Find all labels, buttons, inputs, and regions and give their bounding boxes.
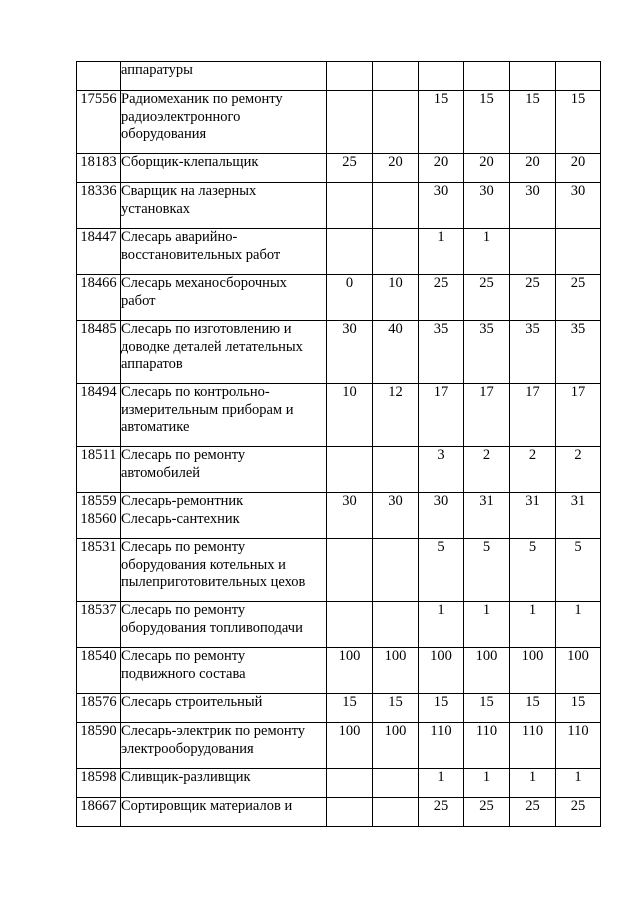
profession-code: 18537 [80, 602, 117, 618]
value-cell [327, 798, 373, 827]
profession-name-line: Сортировщик материалов и [121, 798, 293, 814]
table-row [77, 62, 601, 91]
value-cell [510, 229, 556, 275]
profession-code: 18576 [80, 694, 117, 710]
table-row [77, 723, 601, 769]
profession-name-line: Слесарь аварийно- [121, 229, 238, 245]
profession-name-cell [121, 602, 327, 648]
value-cell [373, 62, 419, 91]
value-cell: 25 [419, 798, 464, 827]
profession-code: 18183 [80, 154, 117, 170]
value-cell: 20 [373, 154, 419, 183]
profession-name-line: подвижного состава [121, 665, 246, 682]
table-row [77, 275, 601, 321]
value-cell [327, 769, 373, 798]
profession-name-line: Слесарь по контрольно- [121, 384, 270, 400]
value-cell [464, 62, 510, 91]
value-cell: 20 [556, 154, 601, 183]
value-cell: 0 [327, 275, 373, 321]
profession-name-cell [121, 321, 327, 384]
profession-name-line: аппаратов [121, 356, 183, 372]
value-cell: 40 [373, 321, 419, 384]
table-row [77, 539, 601, 602]
value-cell: 100 [419, 648, 464, 694]
value-cell: 17 [419, 384, 464, 447]
profession-code-cell [77, 694, 121, 723]
profession-name-line: оборудования [121, 126, 207, 142]
profession-name-line: автомобилей [121, 464, 201, 481]
profession-code-cell [77, 447, 121, 493]
table-row [77, 91, 601, 154]
profession-name-line: работ [121, 292, 156, 309]
value-cell: 10 [327, 384, 373, 447]
value-cell [373, 769, 419, 798]
value-cell: 30 [556, 183, 601, 229]
value-cell: 25 [419, 275, 464, 321]
profession-name-line: автоматике [121, 419, 190, 435]
value-cell: 1 [419, 769, 464, 798]
table-row [77, 384, 601, 447]
profession-name-cell [121, 154, 327, 183]
profession-code-cell [77, 321, 121, 384]
profession-code-cell [77, 229, 121, 275]
profession-name-line: аппаратуры [121, 62, 193, 78]
profession-code: 18485 [80, 321, 117, 337]
profession-name-line: оборудования топливоподачи [121, 619, 303, 636]
value-cell: 31 [556, 493, 601, 539]
value-cell: 31 [464, 493, 510, 539]
profession-code-cell [77, 91, 121, 154]
profession-code-cell [77, 62, 121, 91]
value-cell: 15 [556, 694, 601, 723]
table-row [77, 602, 601, 648]
value-cell: 100 [556, 648, 601, 694]
value-cell: 25 [510, 275, 556, 321]
profession-name-cell [121, 183, 327, 229]
value-cell: 110 [464, 723, 510, 769]
profession-code-cell [77, 769, 121, 798]
value-cell [373, 539, 419, 602]
value-cell: 35 [556, 321, 601, 384]
profession-name-cell [121, 62, 327, 91]
profession-name-line: Радиомеханик по ремонту [121, 91, 283, 107]
value-cell: 100 [373, 648, 419, 694]
profession-name-cell [121, 91, 327, 154]
value-cell: 25 [556, 798, 601, 827]
profession-name-cell [121, 493, 327, 539]
value-cell: 15 [419, 91, 464, 154]
value-cell [373, 602, 419, 648]
value-cell: 110 [419, 723, 464, 769]
value-cell [373, 798, 419, 827]
value-cell [373, 91, 419, 154]
value-cell [373, 183, 419, 229]
value-cell: 15 [373, 694, 419, 723]
profession-name-line: пылеприготовительных цехов [121, 574, 306, 590]
table-row [77, 183, 601, 229]
profession-name-line: установках [121, 200, 191, 217]
profession-code-cell [77, 602, 121, 648]
value-cell [327, 91, 373, 154]
value-cell: 31 [510, 493, 556, 539]
value-cell: 1 [510, 602, 556, 648]
profession-name-line: Сварщик на лазерных [121, 183, 257, 199]
table-row [77, 321, 601, 384]
value-cell: 20 [419, 154, 464, 183]
value-cell [373, 447, 419, 493]
value-cell: 3 [419, 447, 464, 493]
value-cell: 15 [464, 694, 510, 723]
profession-name-line: Слесарь по ремонту [121, 539, 246, 555]
profession-code: 18447 [80, 229, 117, 245]
value-cell: 5 [419, 539, 464, 602]
value-cell: 15 [464, 91, 510, 154]
profession-name-cell [121, 384, 327, 447]
profession-code: 18466 [80, 275, 117, 291]
value-cell: 2 [464, 447, 510, 493]
value-cell: 35 [464, 321, 510, 384]
professions-table [76, 61, 601, 827]
profession-name-cell [121, 229, 327, 275]
profession-code-cell [77, 539, 121, 602]
table-row [77, 154, 601, 183]
value-cell: 30 [373, 493, 419, 539]
value-cell: 15 [327, 694, 373, 723]
profession-code: 18531 [80, 539, 117, 555]
profession-name-line: Сливщик-разливщик [121, 769, 251, 785]
profession-code: 17556 [80, 91, 117, 107]
value-cell [556, 229, 601, 275]
profession-name-line: Слесарь по ремонту [121, 602, 246, 618]
profession-name-cell [121, 539, 327, 602]
profession-code: 18494 [80, 384, 117, 400]
table-body [77, 62, 601, 827]
value-cell: 1 [556, 769, 601, 798]
value-cell: 25 [510, 798, 556, 827]
value-cell: 1 [419, 229, 464, 275]
profession-code: 18598 [80, 769, 117, 785]
value-cell: 20 [464, 154, 510, 183]
value-cell [419, 62, 464, 91]
value-cell: 15 [419, 694, 464, 723]
value-cell: 1 [464, 229, 510, 275]
value-cell [327, 447, 373, 493]
value-cell: 110 [510, 723, 556, 769]
value-cell: 25 [464, 798, 510, 827]
profession-code-cell [77, 648, 121, 694]
table-row [77, 769, 601, 798]
profession-code: 18667 [80, 798, 117, 814]
value-cell: 12 [373, 384, 419, 447]
profession-name-line: доводке деталей летательных [121, 338, 303, 355]
profession-code: 18511 [80, 447, 117, 463]
profession-name-line: радиоэлектронного [121, 108, 241, 125]
profession-code: 18336 [80, 183, 117, 199]
profession-name-line: Слесарь по изготовлению и [121, 321, 292, 337]
profession-name-line: Слесарь-ремонтник [121, 493, 244, 509]
value-cell [556, 62, 601, 91]
profession-code-cell [77, 493, 121, 539]
profession-name-cell [121, 723, 327, 769]
profession-name-line: Сборщик-клепальщик [121, 154, 259, 170]
value-cell: 15 [510, 91, 556, 154]
profession-code-cell [77, 723, 121, 769]
value-cell: 15 [510, 694, 556, 723]
value-cell: 1 [464, 769, 510, 798]
value-cell: 20 [510, 154, 556, 183]
value-cell: 1 [464, 602, 510, 648]
value-cell: 17 [464, 384, 510, 447]
value-cell: 15 [556, 91, 601, 154]
value-cell: 30 [419, 183, 464, 229]
value-cell: 30 [327, 321, 373, 384]
value-cell: 100 [327, 648, 373, 694]
value-cell: 5 [556, 539, 601, 602]
table-row [77, 493, 601, 539]
profession-name-line: Слесарь-электрик по ремонту [121, 723, 306, 739]
table-row [77, 648, 601, 694]
profession-name-cell [121, 447, 327, 493]
table-row [77, 447, 601, 493]
value-cell [327, 602, 373, 648]
profession-code: 18590 [80, 723, 117, 739]
value-cell: 100 [510, 648, 556, 694]
profession-name-line: электрооборудования [121, 740, 254, 757]
profession-name-cell [121, 798, 327, 827]
value-cell: 25 [556, 275, 601, 321]
value-cell: 110 [556, 723, 601, 769]
profession-name-line: Слесарь по ремонту [121, 447, 246, 463]
value-cell: 35 [419, 321, 464, 384]
value-cell [327, 229, 373, 275]
profession-code-cell [77, 183, 121, 229]
profession-name-line: Слесарь строительный [121, 694, 263, 710]
profession-name-cell [121, 769, 327, 798]
profession-name-line: восстановительных работ [121, 246, 281, 263]
value-cell: 2 [510, 447, 556, 493]
value-cell: 100 [464, 648, 510, 694]
profession-name-cell [121, 275, 327, 321]
value-cell: 30 [510, 183, 556, 229]
value-cell: 30 [464, 183, 510, 229]
table-row [77, 229, 601, 275]
profession-name-line: Слесарь механосборочных [121, 275, 287, 291]
profession-code-cell [77, 154, 121, 183]
profession-name-line: Слесарь-сантехник [121, 510, 240, 527]
value-cell: 5 [510, 539, 556, 602]
profession-name-cell [121, 694, 327, 723]
value-cell [327, 62, 373, 91]
profession-code-cell [77, 384, 121, 447]
value-cell: 100 [327, 723, 373, 769]
value-cell: 25 [327, 154, 373, 183]
table-row [77, 798, 601, 827]
value-cell: 17 [556, 384, 601, 447]
value-cell: 100 [373, 723, 419, 769]
value-cell: 10 [373, 275, 419, 321]
profession-code: 18560 [80, 510, 117, 527]
profession-name-cell [121, 648, 327, 694]
profession-code: 18559 [80, 493, 117, 509]
value-cell: 2 [556, 447, 601, 493]
value-cell: 30 [419, 493, 464, 539]
profession-code-cell [77, 798, 121, 827]
value-cell: 17 [510, 384, 556, 447]
value-cell [373, 229, 419, 275]
value-cell [327, 539, 373, 602]
value-cell: 1 [419, 602, 464, 648]
value-cell: 1 [556, 602, 601, 648]
profession-name-line: оборудования котельных и [121, 556, 286, 573]
value-cell [510, 62, 556, 91]
value-cell: 25 [464, 275, 510, 321]
profession-name-line: Слесарь по ремонту [121, 648, 246, 664]
profession-code: 18540 [80, 648, 117, 664]
value-cell [327, 183, 373, 229]
profession-code-cell [77, 275, 121, 321]
profession-name-line: измерительным приборам и [121, 401, 294, 418]
value-cell: 1 [510, 769, 556, 798]
value-cell: 5 [464, 539, 510, 602]
table-row [77, 694, 601, 723]
value-cell: 30 [327, 493, 373, 539]
value-cell: 35 [510, 321, 556, 384]
